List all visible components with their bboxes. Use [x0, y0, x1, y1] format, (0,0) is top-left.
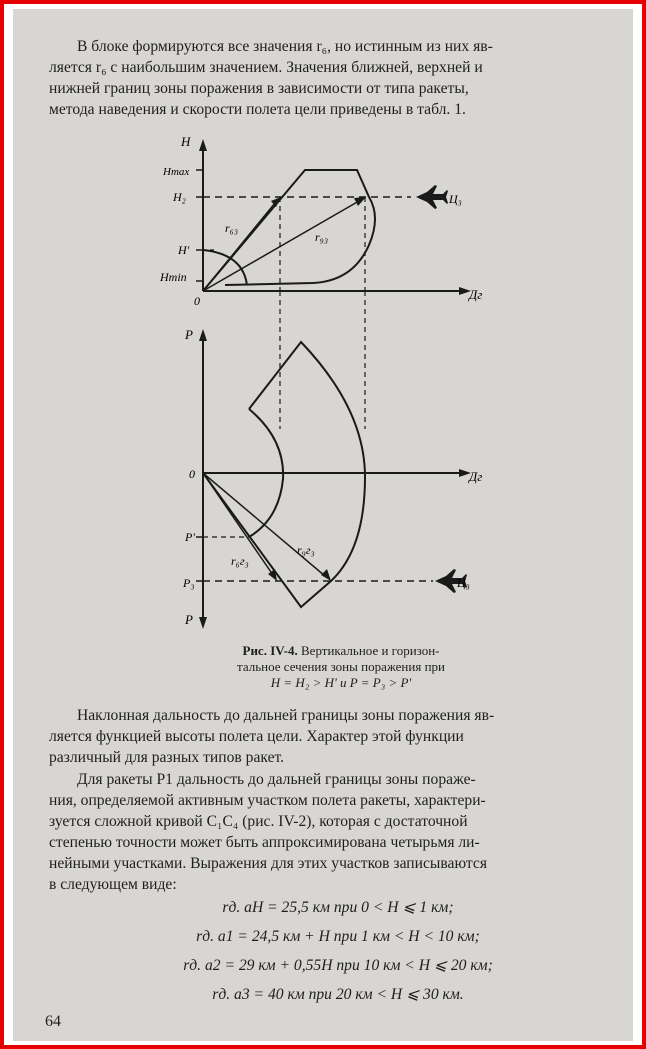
text-line: в следующем виде: — [49, 876, 177, 893]
caption-label: Рис. IV-4. — [242, 643, 298, 658]
formula-line: rд. а3 = 40 км при 20 км < H ⩽ 30 км. — [212, 986, 464, 1003]
origin-label-top: 0 — [194, 294, 200, 308]
text-line: зуется сложной кривой C₁C₄ (рис. IV-2), которая с достаточной — [49, 813, 468, 830]
axis-label-p-bottom: P — [185, 612, 193, 627]
origin-label-bottom: 0 — [189, 467, 195, 481]
body-paragraph — [49, 769, 621, 895]
aircraft-icon — [416, 185, 448, 209]
label-h-prime: H' — [178, 243, 190, 257]
formula-line: rд. а2 = 29 км + 0,55H при 10 км < H ⩽ 20 км; — [183, 957, 493, 974]
body-paragraph — [49, 705, 621, 768]
text-line: нейными участками. Выражения для этих участков записываются — [49, 855, 488, 872]
text-line: Для ракеты Р1 дальность до дальней границы зоны пораже- — [77, 771, 476, 788]
caption-formula: H = H₂ > H' и P = P₃ > P' — [270, 675, 412, 690]
text-line: нижней границ зоны поражения в зависимости от типа ракеты, — [49, 80, 469, 97]
vector-label-r-dg3: r₉г₃ — [297, 543, 315, 557]
label-p-prime: P' — [185, 530, 195, 544]
axis-label-d-bottom: Дг — [469, 469, 483, 484]
formula-block — [103, 893, 573, 1009]
label-p3: P₃ — [183, 576, 195, 590]
text-line: метода наведения и скорости полета цели приведены в табл. 1. — [49, 101, 466, 118]
text-line: различный для разных типов ракет. — [49, 749, 285, 766]
text-line: Наклонная дальность до дальней границы зоны поражения яв- — [77, 707, 495, 724]
axis-label-d-top: Дг — [469, 287, 483, 302]
vector-label-r-d3: r₉₃ — [315, 230, 329, 244]
caption-text: Вертикальное и горизон- — [301, 643, 440, 658]
figure-caption — [191, 643, 491, 691]
text-line: В блоке формируются все значения r₆, но истинным из них яв- — [77, 38, 493, 55]
vector-label-r-b3: r₆₃ — [225, 221, 239, 235]
target-label-top: Ц₃ — [449, 192, 462, 206]
label-h-max: Hmax — [163, 166, 190, 178]
formula-line: rд. аН = 25,5 км при 0 < H ⩽ 1 км; — [222, 899, 454, 916]
text-line: ляется функцией высоты полета цели. Характер этой функции — [49, 728, 464, 745]
vector-label-r-bg3: r₆г₃ — [231, 554, 249, 568]
text-line: ния, определяемой активным участком полета ракеты, характери- — [49, 792, 486, 809]
label-h-min: Hmin — [160, 270, 187, 284]
text-line: ляется r₆ с наибольшим значением. Значения ближней, верхней и — [49, 59, 483, 76]
page-number: 64 — [45, 1013, 61, 1030]
text-line: степенью точности может быть аппроксимирована четырьмя ли- — [49, 834, 480, 851]
axis-label-p-top: P — [185, 327, 193, 342]
axis-label-h: H — [181, 134, 191, 149]
book-page — [13, 9, 633, 1041]
formula-line: rд. а1 = 24,5 км + H при 1 км < H < 10 км; — [196, 928, 480, 945]
caption-text: тальное сечения зоны поражения при — [237, 659, 445, 674]
target-label-bottom: Ц₃ — [457, 576, 470, 590]
label-h2: H₂ — [173, 190, 186, 204]
